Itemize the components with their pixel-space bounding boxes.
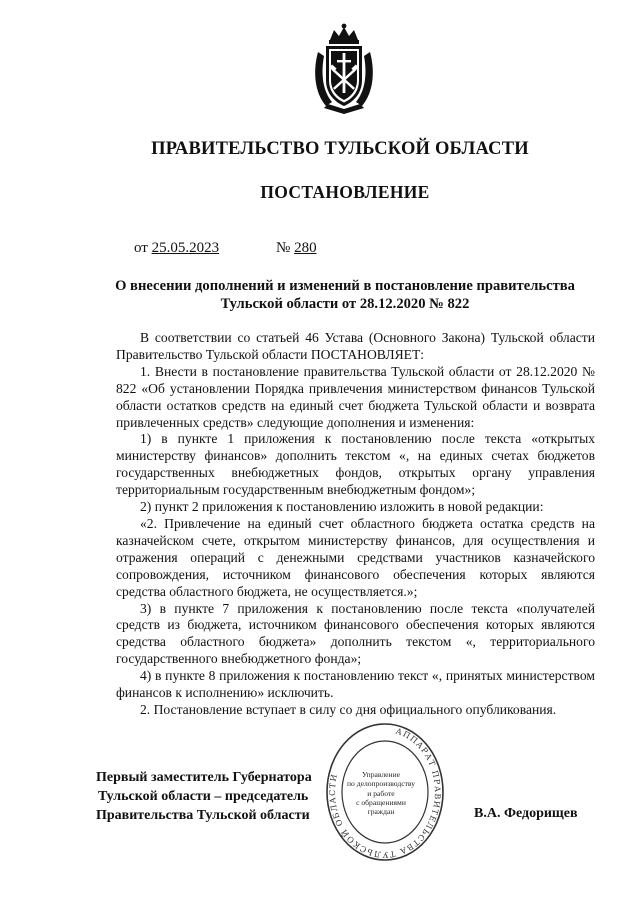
signatory-name: В.А. Федорищев	[474, 806, 578, 821]
paragraph: 4) в пункте 8 приложения к постановлению текст «, принятых министерством финансов к исполнению» исключить.	[116, 668, 595, 701]
paragraph: 1. Внести в постановление правительства Тульской области от 28.12.2020 № 822 «Об установлении Порядка привлечения министерством финансов Тульской области остатков средств на единый счет бюджета Тульской области и возврата привлеченных средств» следующие дополнения и изменения:	[116, 363, 595, 430]
number-prefix: №	[276, 240, 291, 256]
paragraph: «2. Привлечение на единый счет областного бюджета остатка средств на казначейском счете, открытом министерству финансов, для осуществления и отражения операций с денежными средствами участников казначейского сопровождения, источником финансового обеспечения которых являются средства областного бюджета, не осуществляется.»;	[116, 515, 595, 599]
number-value: 280	[294, 240, 317, 256]
coat-of-arms-icon	[310, 22, 378, 118]
date-value: 25.05.2023	[151, 240, 220, 256]
date-prefix: от	[134, 240, 148, 256]
organization-title: ПРАВИТЕЛЬСТВО ТУЛЬСКОЙ ОБЛАСТИ	[151, 139, 529, 159]
position-line: Тульской области – председатель	[98, 789, 309, 804]
position-line: Правительства Тульской области	[96, 808, 310, 823]
paragraph: 2. Постановление вступает в силу со дня официального опубликования.	[140, 701, 557, 717]
paragraph: 1) в пункте 1 приложения к постановлению после текста «открытых министерству финансов» дополнить текстом «, на единых счетах бюджетов государственных внебюджетных фондов, открытых органу управления территориальным государственным внебюджетным фондом»;	[116, 431, 595, 498]
document-type: ПОСТАНОВЛЕНИЕ	[260, 182, 430, 202]
stamp-line: по делопроизводству	[346, 779, 416, 789]
document-subject: О внесении дополнений и изменений в постановление правительства Тульской области от 28.12.2020 № 822	[115, 278, 575, 312]
stamp-line: Управление	[361, 770, 401, 779]
position-line: Первый заместитель Губернатора	[96, 770, 312, 785]
paragraph: В соответствии со статьей 46 Устава (Основного Закона) Тульской области Правительство Тульской области ПОСТАНОВЛЯЕТ:	[116, 330, 595, 362]
signatory-position	[96, 768, 312, 825]
stamp-line: с обращениями	[356, 797, 406, 807]
document-body	[116, 330, 595, 719]
stamp-line: граждан	[367, 807, 395, 817]
stamp-center-text	[340, 770, 422, 816]
document-date	[134, 240, 219, 257]
paragraph: 3) в пункте 7 приложения к постановлению после текста «получателей средств из бюджета, источником финансового обеспечения которых являются средства областного бюджета» дополнить текстом «, территориального государственного внебюджетного фонда»;	[116, 600, 595, 667]
document-number	[276, 240, 317, 257]
stamp-ring-text: АППАРАТ ПРАВИТЕЛЬСТВА ТУЛЬСКОЙ ОБЛАСТИ	[327, 726, 443, 860]
paragraph: 2) пункт 2 приложения к постановлению изложить в новой редакции:	[140, 499, 544, 515]
stamp-line: и работе	[367, 788, 395, 798]
